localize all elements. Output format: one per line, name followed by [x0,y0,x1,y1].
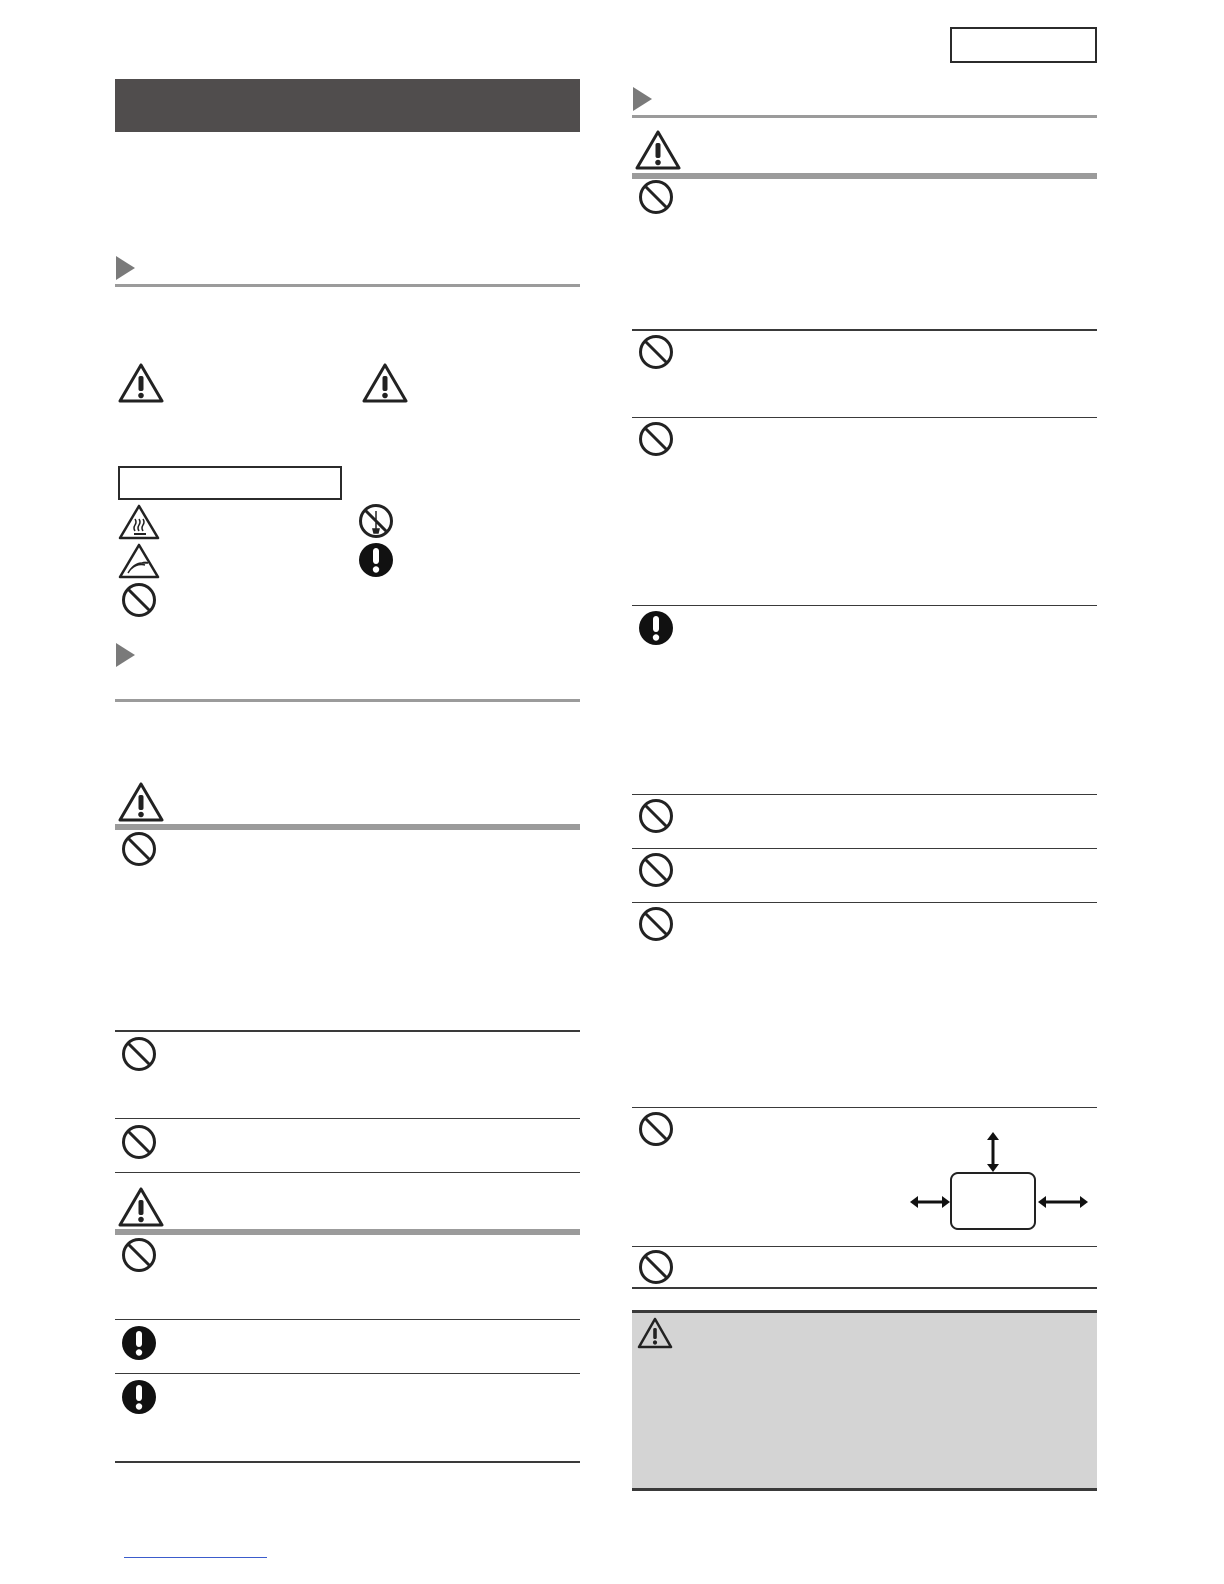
item-divider [115,1319,580,1320]
item-divider [632,417,1097,418]
caution-triangle-icon [637,1317,673,1349]
page-label-box [950,27,1097,63]
warning-triangle-icon [634,129,682,171]
item-divider [632,902,1097,903]
prohibition-icon [121,831,157,867]
section-rule [632,115,1097,118]
section-marker-icon [116,256,135,280]
warning-header-rule [632,173,1097,179]
prohibition-icon [638,179,674,215]
item-divider [115,1373,580,1374]
caution-triangle-icon [117,1186,165,1228]
item-divider [632,848,1097,849]
mandatory-action-icon [121,1379,157,1415]
double-arrow-icon [910,1195,950,1209]
item-divider [115,1030,580,1032]
clearance-diagram [908,1132,1090,1232]
item-divider [115,1172,580,1173]
mandatory-action-icon [638,610,674,646]
warning-triangle-icon [117,362,165,404]
prohibition-icon [121,1124,157,1160]
item-divider [632,1246,1097,1247]
hot-surface-icon [118,504,160,540]
item-divider [632,329,1097,331]
warning-header-rule [115,824,580,830]
caution-panel-bottom-rule [632,1488,1097,1491]
legend-box [118,466,342,500]
prohibition-icon [638,852,674,888]
prohibition-icon [638,1111,674,1147]
prohibition-icon [638,334,674,370]
section-marker-icon [633,87,652,111]
prohibition-icon [638,798,674,834]
prohibition-icon [638,906,674,942]
device-box [950,1172,1036,1230]
title-bar [115,79,580,132]
item-divider [115,1118,580,1119]
item-divider [632,794,1097,795]
item-divider [115,1461,580,1463]
mandatory-action-icon [121,1325,157,1361]
item-divider [632,1287,1097,1289]
footer-link[interactable] [124,1557,267,1558]
no-disassembly-icon [358,503,394,539]
caution-triangle-icon [361,362,409,404]
section-marker-icon [116,643,135,667]
section-rule [115,699,580,702]
prohibition-icon [638,421,674,457]
prohibition-icon [121,1036,157,1072]
warning-triangle-icon [117,781,165,823]
mandatory-action-icon [358,542,394,578]
prohibition-icon [638,1249,674,1285]
pinch-hazard-icon [118,543,160,579]
item-divider [632,1107,1097,1108]
prohibition-icon [121,1237,157,1273]
prohibition-icon [121,582,157,618]
caution-header-rule [115,1229,580,1235]
caution-note-panel [632,1313,1097,1488]
double-arrow-icon [986,1132,1000,1172]
section-rule [115,284,580,287]
item-divider [632,605,1097,606]
double-arrow-icon [1038,1195,1088,1209]
